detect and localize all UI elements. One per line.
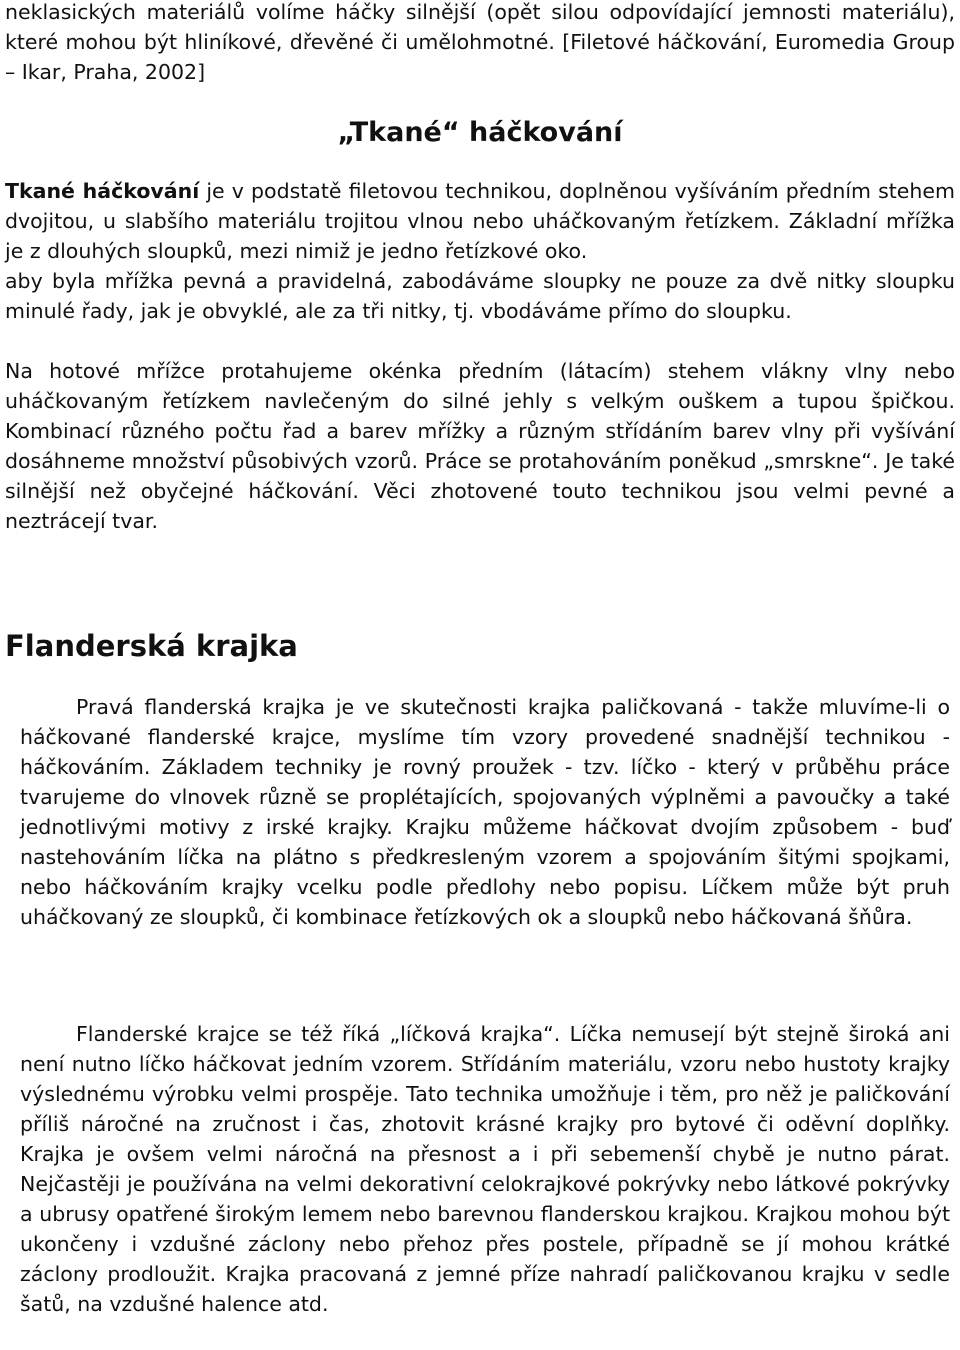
tkane-paragraph-1 [5, 176, 955, 266]
section-title-tkane: „Tkané“ háčkování [337, 117, 623, 148]
tkane-p1-text: je v podstatě filetovou technikou, doplněnou vyšíváním předním stehem dvojitou, u slabšího materiálu trojitou vlnou nebo uháčkovaným řetízkem. Základní mřížka je z dlouhých sloupků, mezi nimiž je jedno řetízkové oko. [5, 179, 955, 263]
flanderska-paragraph-1: Pravá flanderská krajka je ve skutečnosti krajka paličkovaná - takže mluvíme-li o háčkované flanderské krajce, myslíme tím vzory provedené snadnější technikou - háčkováním. Základem techniky je rovný proužek - tzv. líčko - který v průběhu práce tvarujeme do vlnovek různě se proplétajících, spojovaných výplněmi a pavoučky a také jednotlivými motivy z irské krajky. Krajku můžeme háčkovat dvojím způsobem - buď nastehováním líčka na plátno s předkresleným vzorem a spojováním šitými spojkami, nebo háčkováním krajky vcelku podle předlohy nebo popisu. Líčkem může být pruh uháčkovaný ze sloupků, či kombinace řetízkových ok a sloupků nebo háčkovaná šňůra. [20, 695, 950, 929]
tkane-paragraph-3: Na hotové mřížce protahujeme okénka předním (látacím) stehem vlákny vlny nebo uháčkovaným řetízkem navlečeným do silné jehly s velkým ouškem a tupou špičkou. Kombinací různého počtu řad a barev mřížky a různým střídáním barev vlny při vyšívání dosáhneme množství působivých vzorů. Práce se protahováním poněkud „smrskne“. Je také silnější než obyčejné háčkování. Věci zhotovené touto technikou jsou velmi pevné a neztrácejí tvar. [5, 359, 955, 533]
intro-paragraph [5, 0, 955, 87]
flanderska-paragraph-2: Flanderské krajce se též říká „líčková krajka“. Líčka nemusejí být stejně široká ani není nutno líčko háčkovat jedním vzorem. Střídáním materiálu, vzoru nebo hustoty krajky výslednému výrobku velmi prospěje. Tato technika umožňuje i těm, pro něž je paličkování příliš náročné na zručnost i čas, zhotovit krásné krajky pro bytové či oděvní doplňky. Krajka je ovšem velmi náročná na přesnost a i při sebemenší chybě je nutno párat. Nejčastěji je používána na velmi dekorativní celokrajkové pokrývky nebo látkové pokrývky a ubrusy opatřené širokým lemem nebo barevnou flanderskou krajkou. Krajkou mohou být ukončeny i vzdušné záclony nebo přehoz přes postele, případně se jí mohou krátké záclony prodloužit. Krajka pracovaná z jemné příze nahradí paličkovanou krajku v sedle šatů, na vzdušné halence atd. [20, 1022, 950, 1316]
tkane-paragraph-2: aby byla mřížka pevná a pravidelná, zabodáváme sloupky ne pouze za dvě nitky sloupku minulé řady, jak je obvyklé, ale za tři nitky, tj. vbodáváme přímo do sloupku. [5, 269, 955, 323]
heading-flanderska: Flanderská krajka [5, 629, 298, 663]
tkane-term: Tkané háčkování [5, 179, 200, 203]
intro-text: neklasických materiálů volíme háčky silnější (opět silou odpovídající jemnosti materiálu), které mohou být hliníkové, dřevěné či umělohmotné. [5, 0, 955, 54]
intro-citation: [Filetové háčkování, Euromedia Group – Ikar, Praha, 2002] [5, 30, 956, 84]
